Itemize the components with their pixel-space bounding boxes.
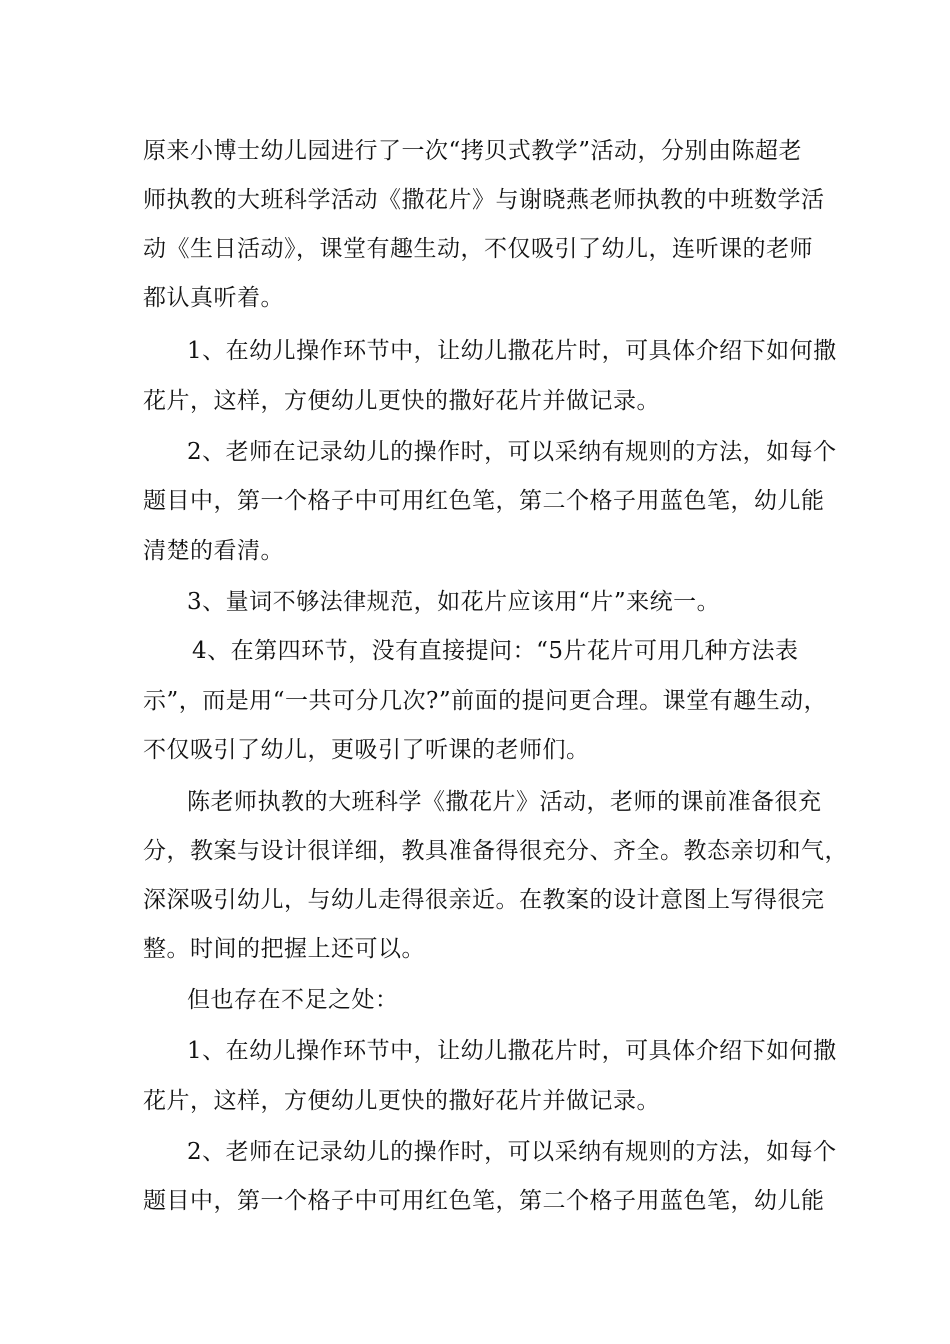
text-line: 1、在幼儿操作环节中，让幼儿撒花片时，可具体介绍下如何撒	[187, 338, 837, 364]
text-line: 4、在第四环节，没有直接提问：“5片花片可用几种方法表	[192, 638, 799, 664]
text-line: 原来小博士幼儿园进行了一次“拷贝式教学”活动，分别由陈超老	[143, 138, 803, 164]
text-line: 都认真听着。	[143, 285, 284, 311]
text-line: 2、老师在记录幼儿的操作时，可以采纳有规则的方法，如每个	[187, 439, 837, 465]
text-line: 题目中，第一个格子中可用红色笔，第二个格子用蓝色笔，幼儿能	[143, 488, 825, 514]
text-line: 清楚的看清。	[143, 538, 284, 564]
text-line: 但也存在不足之处：	[187, 987, 399, 1013]
text-line: 花片，这样，方便幼儿更快的撒好花片并做记录。	[143, 1088, 660, 1114]
text-line: 动《生日活动》，课堂有趣生动，不仅吸引了幼儿，连听课的老师	[143, 236, 813, 262]
text-line: 分，教案与设计很详细，教具准备得很充分、齐全。教态亲切和气，	[143, 838, 848, 864]
text-line: 题目中，第一个格子中可用红色笔，第二个格子用蓝色笔，幼儿能	[143, 1188, 825, 1214]
text-line: 深深吸引幼儿，与幼儿走得很亲近。在教案的设计意图上写得很完	[143, 887, 825, 913]
text-line: 示”，而是用“一共可分几次?”前面的提问更合理。课堂有趣生动，	[143, 688, 828, 714]
text-line: 不仅吸引了幼儿，更吸引了听课的老师们。	[143, 737, 590, 763]
text-line: 师执教的大班科学活动《撒花片》与谢晓燕老师执教的中班数学活	[143, 187, 825, 213]
text-line: 整。时间的把握上还可以。	[143, 936, 425, 962]
text-line: 陈老师执教的大班科学《撒花片》活动，老师的课前准备很充	[187, 789, 822, 815]
text-line: 3、量词不够法律规范，如花片应该用“片”来统一。	[187, 589, 721, 615]
text-line: 2、老师在记录幼儿的操作时，可以采纳有规则的方法，如每个	[187, 1139, 837, 1165]
text-line: 花片，这样，方便幼儿更快的撒好花片并做记录。	[143, 388, 660, 414]
text-line: 1、在幼儿操作环节中，让幼儿撒花片时，可具体介绍下如何撒	[187, 1038, 837, 1064]
